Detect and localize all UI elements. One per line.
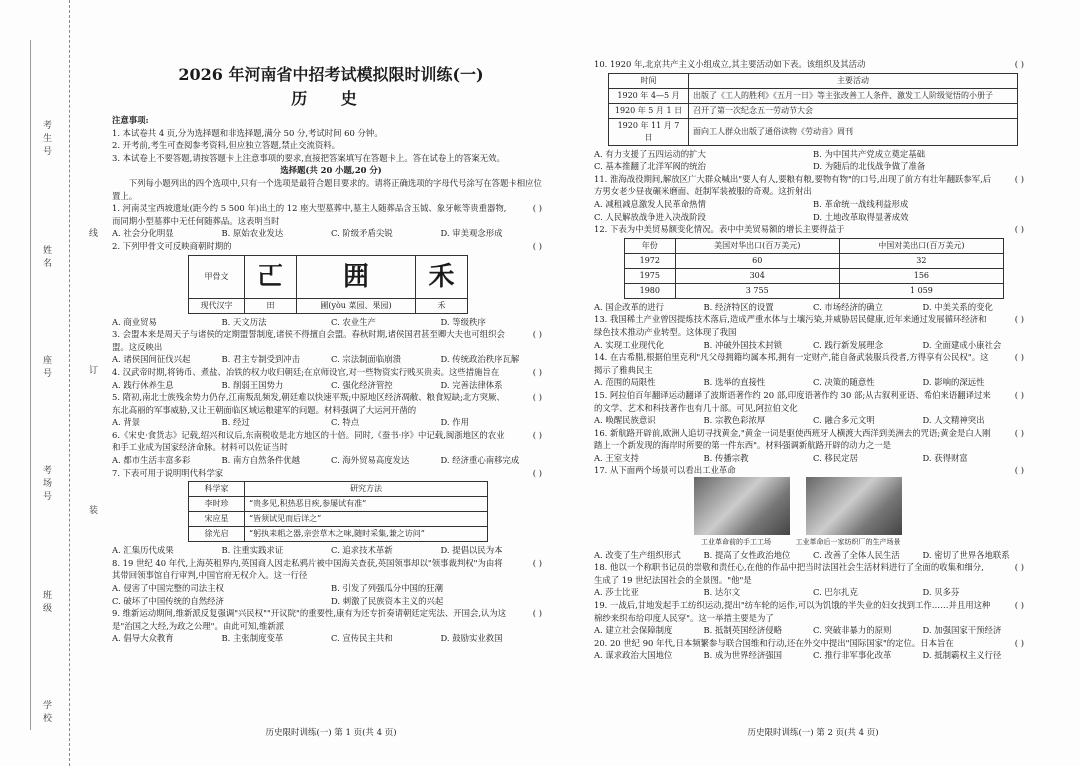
cell: 3 755 <box>675 283 839 298</box>
question-8 <box>112 557 550 582</box>
question-14 <box>594 351 1032 376</box>
option-c: C. 突破非暴力的原则 <box>813 625 892 636</box>
activity-table <box>608 73 1018 146</box>
question-text: 1. 河南灵宝西坡遗址(距今约 5 500 年)出土的 12 座大型墓葬中,墓主人随葬品含玉钺、象牙帐等贵重器物,而同期小型墓葬中无任何随葬品。这表明当时 <box>112 203 507 226</box>
answer-paren: ( ) <box>1014 427 1024 438</box>
options-4 <box>112 379 550 392</box>
section-title: 选择题(共 20 小题,20 分) <box>280 165 382 176</box>
option-d: D. 获得财富 <box>922 452 968 463</box>
option-a: A. 侵害了中国完整的司法主权 <box>112 583 224 594</box>
notice-title: 注意事项: <box>112 115 149 125</box>
answer-paren: ( ) <box>532 329 542 340</box>
cell: 1920 年 5 月 1 日 <box>609 103 689 118</box>
option-b: B. 革命统一战线利益形成 <box>813 198 909 209</box>
answer-paren: ( ) <box>1014 224 1024 235</box>
table-row <box>625 283 1004 298</box>
question-text: 13. 我国稀土产业曾因提炼技术落后,造成严重水体与土壤污染,并威胁居民健康,近年来通过发展循环经济和绿色技术推动产业转型。这体现了我国 <box>594 314 987 337</box>
label-school: 学校 <box>41 700 51 726</box>
question-17 <box>594 464 1032 477</box>
cell: 1920 年 11 月 7 日 <box>609 118 689 145</box>
cell: 304 <box>675 268 839 283</box>
option-b: B. 主张制度变革 <box>221 633 284 644</box>
notice-3: 3. 本试卷上不要答题,请按答题卡上注意事项的要求,直接把答案填写在答题卡上。答在试卷上的答案无效。 <box>112 152 505 163</box>
options-20 <box>594 649 1032 662</box>
answer-paren: ( ) <box>532 240 542 251</box>
caption-after: 工业革命后一家纺织厂的生产场景 <box>795 538 901 547</box>
option-a: A. 唤醒民族意识 <box>594 415 656 426</box>
cell: 32 <box>839 253 1003 268</box>
option-b: B. 为中国共产党成立奠定基础 <box>813 148 925 159</box>
question-4 <box>112 366 550 379</box>
answer-paren: ( ) <box>532 608 542 619</box>
label-exam-id: 考生号 <box>41 120 51 159</box>
cell: 1972 <box>625 253 676 268</box>
option-c: C. 推行非军事化改革 <box>813 650 892 661</box>
picture-captions <box>594 535 1032 549</box>
label-name: 姓名 <box>41 245 51 271</box>
option-c: C. 基本推翻了北洋军阀的统治 <box>594 161 706 172</box>
option-c: C. 农业生产 <box>331 316 376 327</box>
binding-line <box>30 40 31 730</box>
page-2 <box>594 0 1032 766</box>
answer-paren: ( ) <box>1014 600 1024 611</box>
option-a: A. 诸侯国间征伐兴起 <box>112 354 191 365</box>
page-footer: 历史限时训练(一) 第 1 页(共 4 页) <box>265 728 397 739</box>
exam-subject: 历 史 <box>291 89 371 108</box>
modern-char: 圃(yòu 菜园、果园) <box>296 298 415 313</box>
oracle-glyph-grain: 禾 <box>416 255 468 298</box>
option-d: D. 审美观念形成 <box>440 228 503 239</box>
option-b: B. 经过 <box>221 417 250 428</box>
option-d: D. 刺激了民族资本主义的兴起 <box>331 595 444 606</box>
cut-mark-bind: 装 <box>87 505 97 518</box>
option-c: C. 巴尔扎克 <box>813 587 858 598</box>
scientist-table <box>188 481 488 542</box>
option-d: D. 传统政治秩序瓦解 <box>440 354 520 365</box>
question-text: 12. 下表为中美贸易额变化情况。表中中美贸易额的增长主要得益于 <box>594 224 845 235</box>
question-text: 18. 他以一个称职书记员的崇敬和责任心,在他的作品中把当时法国社会生活材料进行了全面的收集和细分,生成了 19 世纪法国社会的全景图。"他"是 <box>594 562 984 585</box>
cell: 召开了第一次纪念五一劳动节大会 <box>689 103 1018 118</box>
options-6 <box>112 454 550 467</box>
label-seat: 座号 <box>41 355 51 381</box>
question-text: 19. 一战后,甘地发起手工纺织运动,提出"纺车轮的运作,可以为饥饿的半失业的妇女找到工作……并且用这种棉纱来织布给印度人民穿"。这一举措主要是为了 <box>594 600 991 623</box>
option-a: A. 有力支援了五四运动的扩大 <box>594 148 706 159</box>
question-16 <box>594 427 1032 452</box>
factory-pictures <box>594 477 1032 535</box>
cell: 1980 <box>625 283 676 298</box>
option-a: A. 莎士比亚 <box>594 587 639 598</box>
handicraft-workshop-image <box>694 477 790 535</box>
cell: 面向工人群众出版了通俗读物《劳动音》周刊 <box>689 118 1018 145</box>
textile-factory-image <box>806 477 902 535</box>
options-18 <box>594 586 1032 599</box>
option-d: D. 为随后的北伐战争做了准备 <box>813 161 926 172</box>
options-12 <box>594 301 1032 314</box>
option-b: B. 选举的直接性 <box>703 377 766 388</box>
option-d: D. 完善法律体系 <box>440 379 503 390</box>
option-d: D. 土地改革取得显著成效 <box>813 211 909 222</box>
option-a: A. 倡导大众教育 <box>112 633 174 644</box>
options-8 <box>112 582 550 607</box>
option-d: D. 人文精神突出 <box>922 415 985 426</box>
option-b: B. 达尔文 <box>703 587 741 598</box>
col-header: 主要活动 <box>689 73 1018 88</box>
option-a: A. 减租减息激发人民革命热情 <box>594 198 706 209</box>
option-d: D. 密切了世界各地联系 <box>922 549 1010 560</box>
cell: “躬执耒耜之器,亲尝草木之味,随时采集,兼之访问” <box>245 527 488 542</box>
cell: 156 <box>839 268 1003 283</box>
question-text: 5. 隋初,南北士族残余势力仍存,江南叛乱频发,朝廷难以快速平叛;中原地区经济凋敝、粮食短缺;北方突厥、东北高丽的军事威胁,又让王朝面临区域运粮建军的问题。材料强调了大运河开凿的 <box>112 392 505 415</box>
option-b: B. 注重实践求证 <box>221 545 284 556</box>
option-b: B. 经济特区的设置 <box>703 301 774 312</box>
exam-title: 2026 年河南省中招考试模拟限时训练(一) <box>178 65 484 84</box>
answer-paren: ( ) <box>532 557 542 568</box>
cut-mark-staple: 订 <box>87 365 97 378</box>
question-12 <box>594 223 1032 236</box>
row-label: 甲骨文 <box>189 255 245 298</box>
options-3 <box>112 353 550 366</box>
option-b: B. 引发了列强瓜分中国的狂潮 <box>331 583 443 594</box>
options-14 <box>594 376 1032 389</box>
option-a: A. 商业贸易 <box>112 316 157 327</box>
option-d: D. 全面建成小康社会 <box>922 339 1002 350</box>
option-c: C. 海外贸易高度发达 <box>331 455 410 466</box>
answer-paren: ( ) <box>1014 173 1024 184</box>
answer-paren: ( ) <box>532 203 542 214</box>
question-2 <box>112 240 550 253</box>
option-b: B. 南方自然条件优越 <box>221 455 300 466</box>
option-d: D. 经济重心南移完成 <box>440 455 520 466</box>
options-9 <box>112 632 550 645</box>
question-text: 8. 19 世纪 40 年代,上海英租界内,英国商人因走私鸦片被中国海关查获,英国领事却以"领事裁判权"为由将其带回领事馆自行审判,中国官府无权介入。这一行径 <box>112 557 503 581</box>
question-text: 2. 下列甲骨文可反映商朝时期的 <box>112 240 232 251</box>
col-header: 年份 <box>625 238 676 253</box>
option-d: D. 加强国家干预经济 <box>922 625 1002 636</box>
option-b: B. 天文历法 <box>221 316 267 327</box>
row-label: 现代汉字 <box>189 298 245 313</box>
answer-paren: ( ) <box>532 392 542 403</box>
notice-2: 2. 开考前,考生可查阅参考资料,但应独立答题,禁止交流资料。 <box>112 140 341 151</box>
question-text: 4. 汉武帝时期,将铸币、煮盐、冶铁的权力收归朝廷;在京师设官,对一些物资实行贱买贵卖。这些措施旨在 <box>112 366 500 377</box>
option-b: B. 原始农业发达 <box>221 228 284 239</box>
table-row <box>625 253 1004 268</box>
question-text: 15. 阿拉伯百年翻译运动翻译了波斯语著作约 20 部,印度语著作约 30 部;从古叙利亚语、希伯来语翻译过来的文学、艺术和科技著作也有几十部。可见,阿拉伯文化 <box>594 389 991 413</box>
cell: 1 059 <box>839 283 1003 298</box>
notice-1: 1. 本试卷共 4 页,分为选择题和非选择题,满分 50 分,考试时间 60 分钟。 <box>112 127 383 138</box>
option-c: C. 破坏了中国传统的自然经济 <box>112 595 224 606</box>
option-d: D. 等级秩序 <box>440 316 486 327</box>
option-d: D. 提倡以民为本 <box>440 545 503 556</box>
option-b: B. 抵制英国经济侵略 <box>703 625 782 636</box>
option-d: D. 抵制霸权主义行径 <box>922 650 1002 661</box>
option-d: D. 贝多芬 <box>922 587 960 598</box>
option-c: C. 改善了全体人民生活 <box>813 549 900 560</box>
cell: 60 <box>675 253 839 268</box>
binding-margin <box>0 0 97 766</box>
page-footer: 历史限时训练(一) 第 2 页(共 4 页) <box>747 728 879 739</box>
cell: 宋应星 <box>189 512 245 527</box>
modern-char: 田 <box>245 298 297 313</box>
question-text: 7. 下表可用于说明明代科学家 <box>112 467 224 478</box>
options-1 <box>112 227 550 240</box>
option-c: C. 强化经济管控 <box>331 379 393 390</box>
option-a: A. 王室支持 <box>594 452 639 463</box>
option-a: A. 范围的局限性 <box>594 377 656 388</box>
answer-paren: ( ) <box>532 429 542 440</box>
oracle-table <box>188 255 468 314</box>
option-a: A. 国企改革的进行 <box>594 301 664 312</box>
option-a: A. 都市生活丰富多彩 <box>112 455 191 466</box>
label-room: 考场号 <box>41 465 51 504</box>
option-c: C. 特点 <box>331 417 360 428</box>
col-header: 科学家 <box>189 482 245 497</box>
options-13 <box>594 339 1032 352</box>
options-11 <box>594 198 1032 223</box>
option-c: C. 市场经济的确立 <box>813 301 884 312</box>
col-header: 研究方法 <box>245 482 488 497</box>
modern-char: 禾 <box>416 298 468 313</box>
option-d: D. 影响的深远性 <box>922 377 985 388</box>
answer-paren: ( ) <box>1014 314 1024 325</box>
option-d: D. 作用 <box>440 417 469 428</box>
option-a: A. 践行休养生息 <box>112 379 174 390</box>
col-header: 中国对美出口(百万美元) <box>839 238 1003 253</box>
trade-table <box>624 238 1004 299</box>
option-b: B. 君主专制受到冲击 <box>221 354 300 365</box>
cell: 1975 <box>625 268 676 283</box>
question-3 <box>112 328 550 353</box>
option-a: A. 建立社会保障制度 <box>594 625 673 636</box>
options-2 <box>112 316 550 329</box>
cell: 徐光启 <box>189 527 245 542</box>
options-19 <box>594 624 1032 637</box>
option-c: C. 决策的随意性 <box>813 377 875 388</box>
question-18 <box>594 561 1032 586</box>
question-15 <box>594 389 1032 414</box>
question-text: 17. 从下面两个场景可以看出工业革命 <box>594 465 736 476</box>
table-row <box>625 268 1004 283</box>
options-7 <box>112 544 550 557</box>
question-text: 6.《宋史·食货志》记载,绍兴和议后,东南税收是北方地区的十倍。同时,《蚕书·序》中记载,闽浙地区的农业和手工业成为国家经济命脉。材料可以佐证当时 <box>112 429 505 453</box>
question-7 <box>112 467 550 480</box>
answer-paren: ( ) <box>532 366 542 377</box>
option-d: D. 中美关系的变化 <box>922 301 993 312</box>
options-17 <box>594 549 1032 562</box>
cell: 李时珍 <box>189 497 245 512</box>
answer-paren: ( ) <box>1014 59 1024 69</box>
question-9 <box>112 607 550 632</box>
options-10 <box>594 148 1032 173</box>
option-b: B. 成为世界经济强国 <box>703 650 782 661</box>
col-header: 美国对华出口(百万美元) <box>675 238 839 253</box>
option-a: A. 社会分化明显 <box>112 228 174 239</box>
option-b: B. 传播宗教 <box>703 452 749 463</box>
answer-paren: ( ) <box>1014 352 1024 363</box>
col-header: 时间 <box>609 73 689 88</box>
option-a: A. 背景 <box>112 417 141 428</box>
answer-paren: ( ) <box>1014 562 1024 573</box>
option-c: C. 践行新发展理念 <box>813 339 884 350</box>
question-20 <box>594 637 1032 650</box>
question-text: 20. 20 世纪 90 年代,日本频繁参与联合国维和行动,还在外交中提出"国际国家"的定位。日本旨在 <box>594 637 954 648</box>
cell: “皆须试见而后详之” <box>245 512 488 527</box>
answer-paren: ( ) <box>1014 389 1024 400</box>
option-c: C. 追求技术革新 <box>331 545 393 556</box>
options-5 <box>112 416 550 429</box>
option-a: A. 汇集历代成果 <box>112 545 174 556</box>
options-15 <box>594 414 1032 427</box>
question-1 <box>112 202 550 227</box>
option-d: D. 鼓励实业救国 <box>440 633 503 644</box>
option-c: C. 人民解放战争进入决战阶段 <box>594 211 706 222</box>
question-5 <box>112 391 550 416</box>
option-a: A. 改变了生产组织形式 <box>594 549 681 560</box>
section-desc: 下列每小题列出的四个选项中,只有一个选项是最符合题目要求的。请将正确选项的字母代号涂写在答题卡相应位置上。 <box>112 177 542 201</box>
option-b: B. 削弱王国势力 <box>221 379 284 390</box>
question-text: 11. 淮海战役期间,解放区广大群众喊出"要人有人,要粮有粮,要物有物"的口号,出现了前方有壮年翻跃参军,后方男女老少昼夜碾米磨面、赶制军装被服的奇观。这折射出 <box>594 173 992 197</box>
option-b: B. 冲破外国技术封锁 <box>703 339 782 350</box>
option-c: C. 宗法制面临崩溃 <box>331 354 402 365</box>
page-1 <box>112 0 550 766</box>
question-text: 14. 在古希腊,根据伯里克利"凡父母拥籍均属本邦,拥有一定财产,能自备武装服兵役者,方得享有公民权"。这揭示了雅典民主 <box>594 352 989 375</box>
option-a: A. 谋求政治大国地位 <box>594 650 673 661</box>
option-c: C. 移民定居 <box>813 452 858 463</box>
question-text: 9. 维新运动期间,维新派反复强调"兴民权""开议院"的重要性,康有为还专折奏请朝廷定宪法、开国会,认为这是"治国之大经,为政之公理"。由此可知,维新派 <box>112 608 507 631</box>
answer-paren: ( ) <box>1014 637 1024 648</box>
cut-mark-line: 线 <box>87 228 97 241</box>
label-class: 班级 <box>41 590 51 616</box>
answer-paren: ( ) <box>1014 465 1024 476</box>
option-b: B. 提高了女性政治地位 <box>703 549 791 560</box>
question-text: 10. 1920 年,北京共产主义小组成立,其主要活动如下表。该组织及其活动 <box>594 59 866 69</box>
caption-before: 工业革命前的手工工场 <box>701 538 771 547</box>
question-19 <box>594 599 1032 624</box>
cell: 出版了《工人的胜利》《五月一日》等主张改善工人条件、激发工人阶级觉悟的小册子 <box>689 88 1018 103</box>
question-text: 16. 新航路开辟前,欧洲人追切寻找黄金,"黄金一词是驱使西班牙人横渡大西洋到美洲去的咒语;黄金是白人刚踏上一个新发现的海岸时所要的第一件东西"。材料强调新航路开辟的动力之一是 <box>594 427 991 451</box>
cell: 1920 年 4—5 月 <box>609 88 689 103</box>
answer-paren: ( ) <box>532 467 542 478</box>
option-a: A. 实现工业现代化 <box>594 339 664 350</box>
question-11 <box>594 173 1032 198</box>
option-c: C. 融合多元文明 <box>813 415 875 426</box>
question-10 <box>594 58 1032 71</box>
oracle-glyph-garden: 囲 <box>296 255 415 298</box>
cell: “贵多见,积热恶目疾,参屡试有准” <box>245 497 488 512</box>
options-16 <box>594 452 1032 465</box>
option-b: B. 宗教色彩浓厚 <box>703 415 766 426</box>
question-13 <box>594 313 1032 338</box>
question-text: 3. 会盟本来是周天子与诸侯的定期盟誓制度,诸侯不得擅自会盟。春秋时期,诸侯国君甚至卿大夫也可组织会盟。这反映出 <box>112 329 505 352</box>
option-c: C. 阶级矛盾尖锐 <box>331 228 393 239</box>
option-c: C. 宣传民主共和 <box>331 633 393 644</box>
question-6 <box>112 429 550 454</box>
oracle-glyph-field: 𠀀 <box>245 255 297 298</box>
